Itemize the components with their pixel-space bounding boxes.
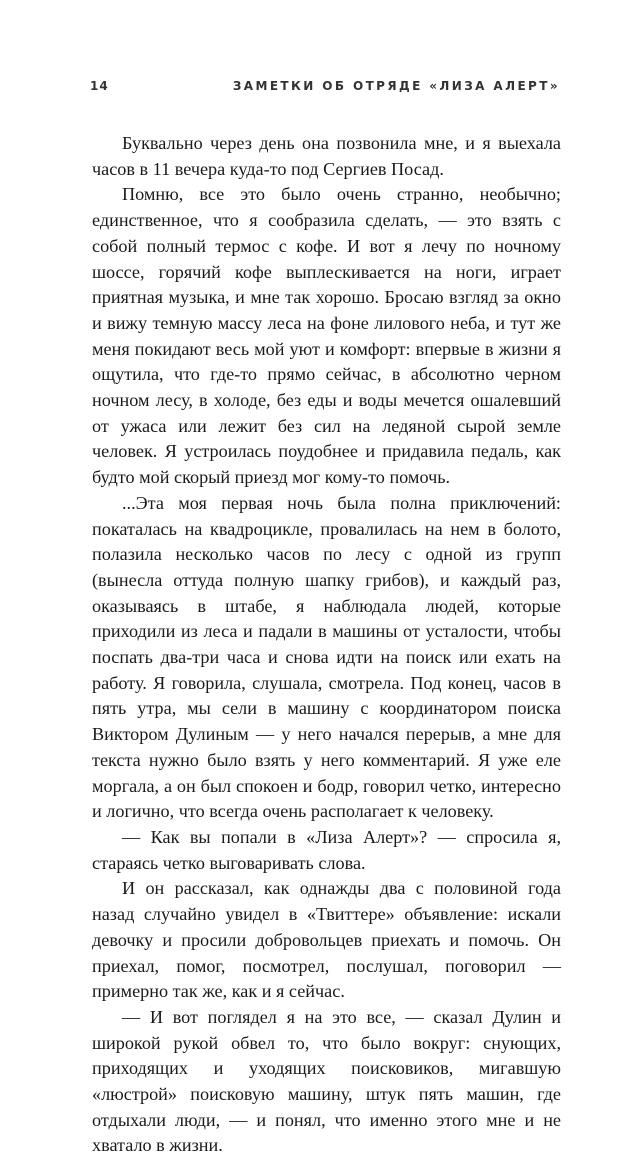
paragraph: ...Эта моя первая ночь была полна приключений: покаталась на квадроцикле, провалилась на нем в болото, полазила несколько часов по лесу с одной из групп (вынесла оттуда полную шапку грибов), и каждый раз, оказываясь в штабе, я наблюдала людей, которые приходили из леса и падали в машины от усталости, чтобы поспать два-три часа и снова идти на поиск или ехать на работу. Я говорила, слушала, смотрела. Под конец, часов в пять утра, мы сели в машину с координатором поиска Виктором Дулиным — у него начался перерыв, а мне для текста нужно было взять у него комментарий. Я уже еле моргала, а он был спокоен и бодр, говорил четко, интересно и логично, что всегда очень располагает к человеку.: [92, 492, 561, 822]
running-title: ЗАМЕТКИ ОБ ОТРЯДЕ «ЛИЗА АЛЕРТ»: [232, 79, 560, 93]
paragraph: Помню, все это было очень странно, необычно; единственное, что я сообразила сделать, — это взять с собой полный термос с кофе. И вот я лечу по ночному шоссе, горячий кофе выплескивается на ноги, играет приятная музыка, и мне так хорошо. Бросаю взгляд за окно и вижу темную массу леса на фоне лилового неба, и тут же меня покидают весь мой уют и комфорт: впервые в жизни я ощутила, что где-то прямо сейчас, в абсолютно черном ночном лесу, в холоде, без еды и воды мечется ошалевший от ужаса или лежит без сил на ледяной сырой земле человек. Я устроилась поудобнее и придавила педаль, как будто мой скорый приезд мог кому-то помочь.: [92, 184, 561, 488]
page-number: 14: [90, 79, 109, 93]
paragraph: И он рассказал, как однажды два с половиной года назад случайно увидел в «Твиттере» объявление: искали девочку и просили добровольцев приехать и помочь. Он приехал, помог, посмотрел, послушал, поговорил — примерно так же, как и я сейчас.: [92, 878, 561, 1002]
running-head: [90, 76, 560, 96]
text-body: [92, 131, 561, 1159]
paragraph: Буквально через день она позвонила мне, и я выехала часов в 11 вечера куда-то под Сергиев Посад.: [92, 133, 561, 179]
paragraph: — И вот поглядел я на это все, — сказал Дулин и широкой рукой обвел то, что было вокруг: снующих, приходящих и уходящих поисковиков, мигавшую «люстрой» поисковую машину, штук пять машин, где отдыхали люди, — и понял, что именно этого мне и не хватало в жизни.: [92, 1006, 561, 1156]
paragraph: — Как вы попали в «Лиза Алерт»? — спросила я, стараясь четко выговаривать слова.: [92, 826, 561, 873]
